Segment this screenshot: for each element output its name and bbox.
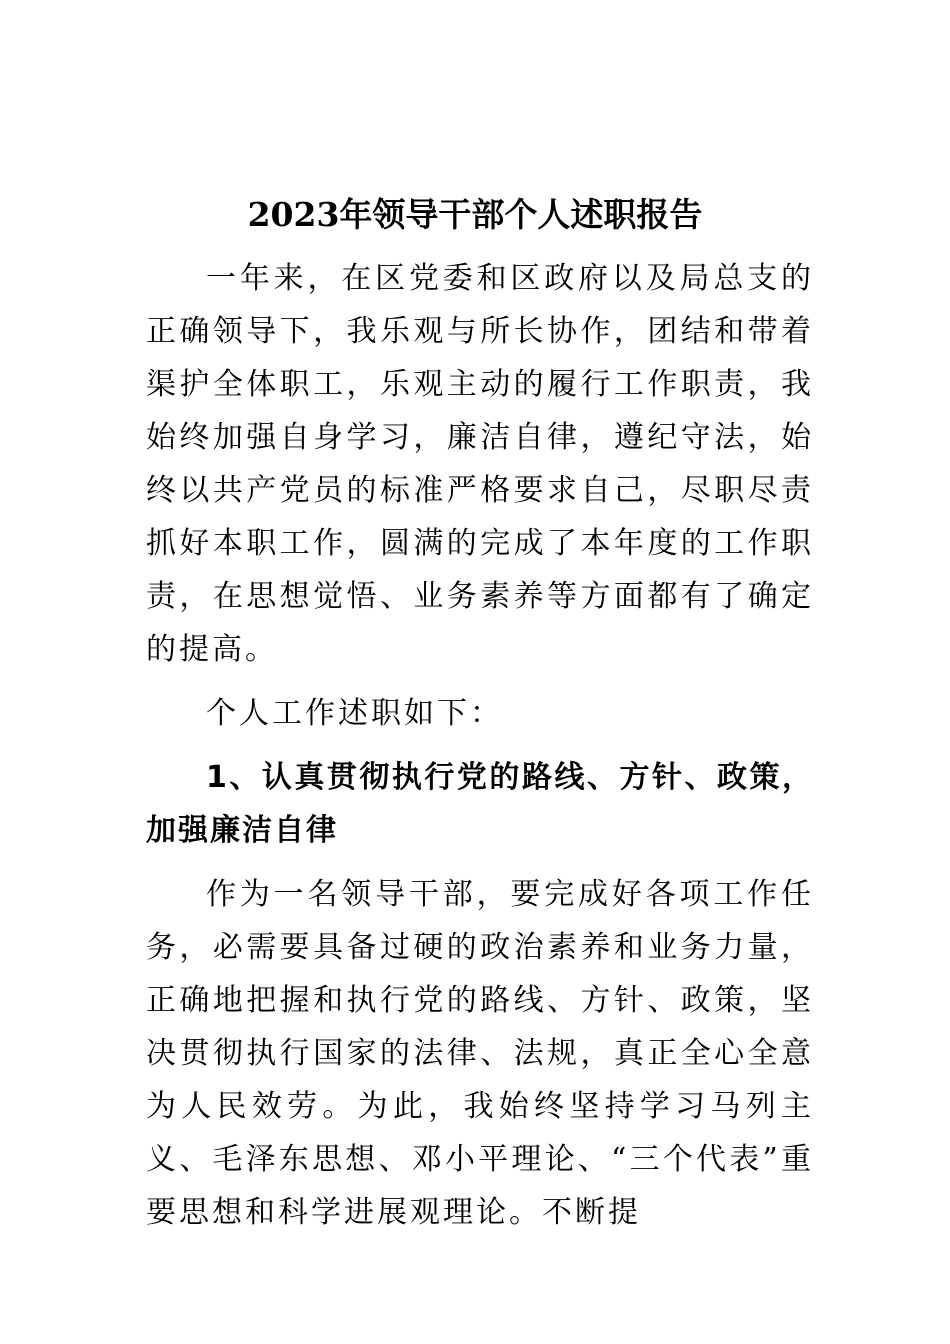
section-1-paragraph: 作为一名领导干部，要完成好各项工作任务，必需要具备过硬的政治素养和业务力量，正确地把握和执行党的路线、方针、政策，坚决贯彻执行国家的法律、法规，真正全心全意为人民效劳。为此，我始终坚持学习马列主义、毛泽东思想、邓小平理论、“三个代表”重要思想和科学进展观理论。不断提 xyxy=(146,877,814,1230)
intro-paragraph: 一年来，在区党委和区政府以及局总支的正确领导下，我乐观与所长协作，团结和带着渠护全体职工，乐观主动的履行工作职责，我始终加强自身学习，廉洁自律，遵纪守法，始终以共产党员的标准严格要求自己，尽职尽责抓好本职工作，圆满的完成了本年度的工作职责，在思想觉悟、业务素养等方面都有了确定的提高。 xyxy=(146,261,814,667)
document-title: 2023年领导干部个人述职报告 xyxy=(247,195,703,234)
document-body xyxy=(146,252,814,1239)
lead-paragraph: 个人工作述职如下： xyxy=(206,696,503,731)
section-1-heading: 1、认真贯彻执行党的路线、方针、政策，加强廉洁自律 xyxy=(146,760,814,848)
